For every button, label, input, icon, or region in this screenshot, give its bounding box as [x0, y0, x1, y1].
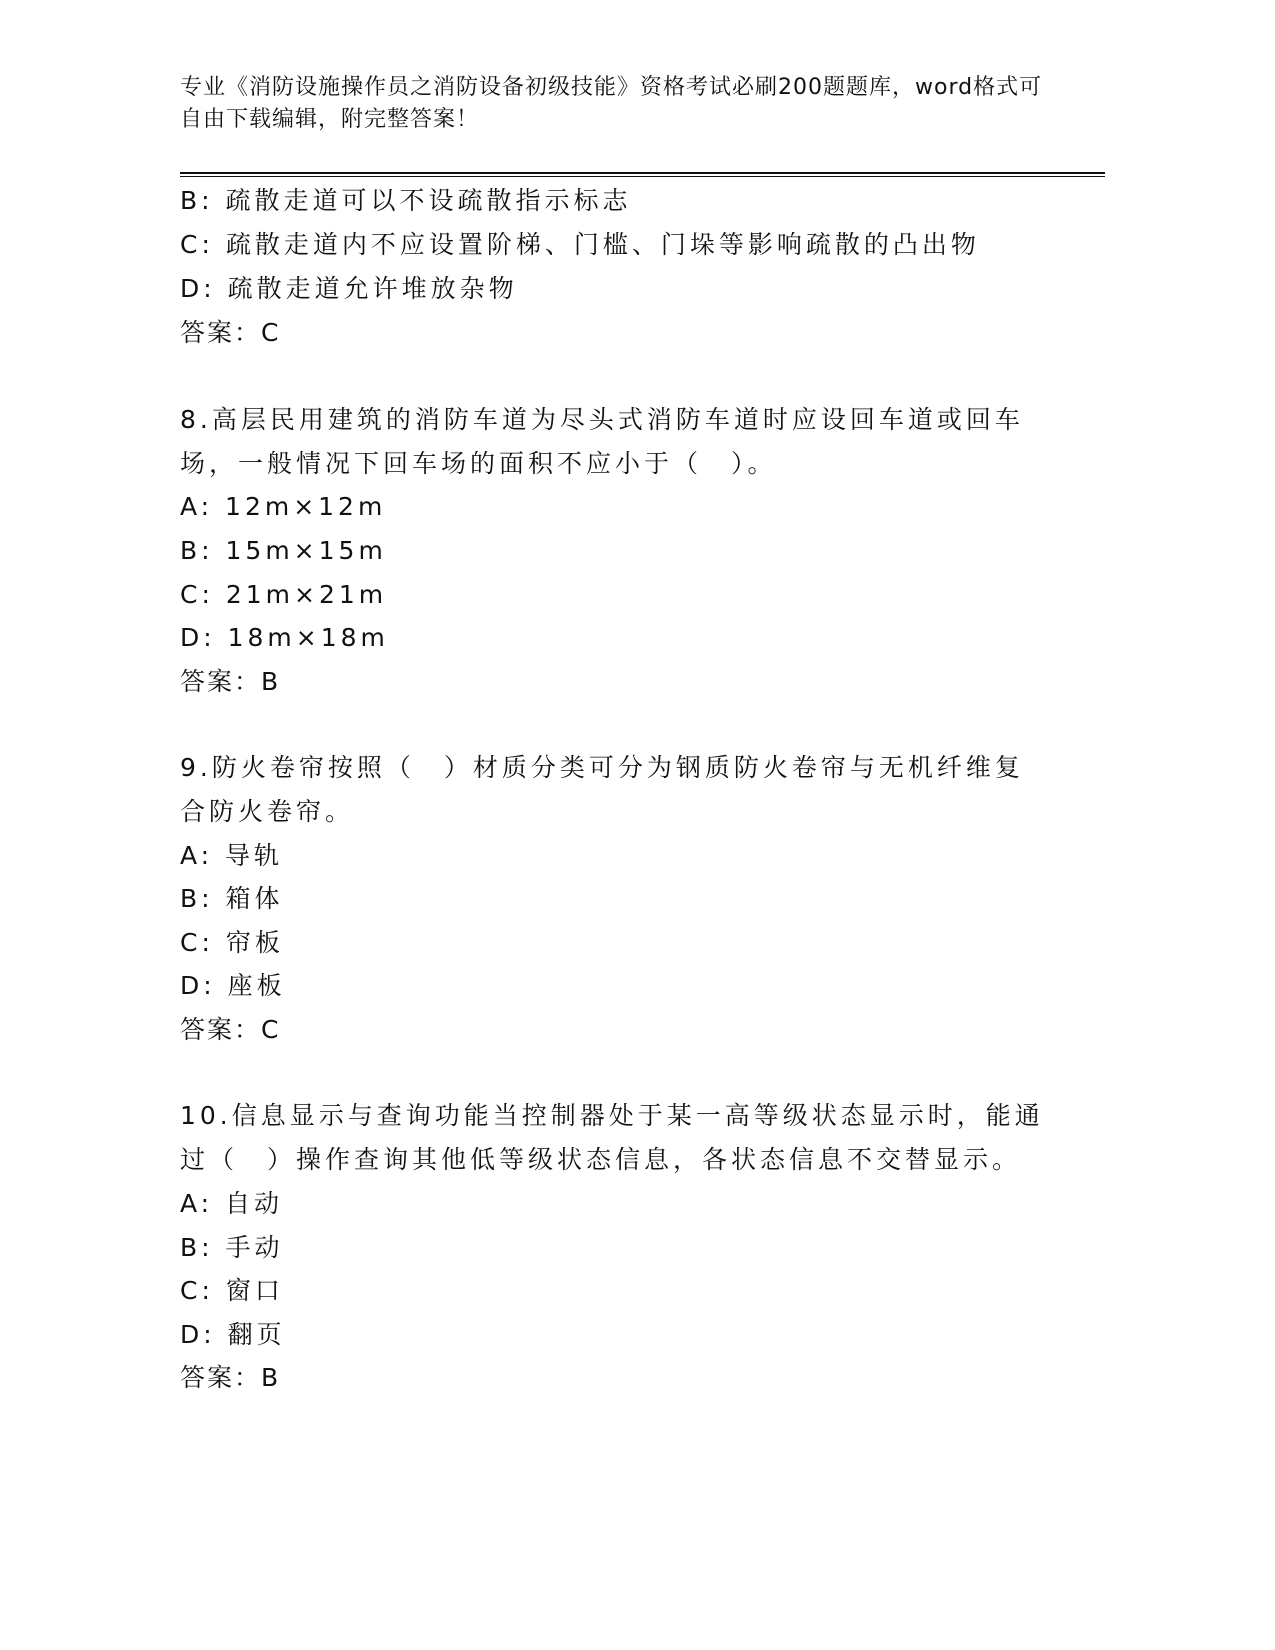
option-c: C: 帘板: [180, 928, 284, 957]
header-divider-thick: [180, 172, 1105, 174]
option-b: B: 疏散走道可以不设疏散指示标志: [180, 186, 632, 215]
answer: 答案：C: [180, 1015, 281, 1044]
document-header: 专业《消防设施操作员之消防设备初级技能》资格考试必刷200题题库，word格式可自由下载编辑，附完整答案！: [180, 75, 1043, 132]
option-a: A: 12m×12m: [180, 492, 387, 521]
option-b: B: 15m×15m: [180, 536, 387, 565]
option-c: C: 窗口: [180, 1276, 284, 1305]
option-c: C: 21m×21m: [180, 580, 388, 609]
answer: 答案：C: [180, 318, 281, 347]
option-c: C: 疏散走道内不应设置阶梯、门槛、门垛等影响疏散的凸出物: [180, 230, 980, 259]
option-d: D: 座板: [180, 971, 286, 1000]
question-stem: 10.信息显示与查询功能当控制器处于某一高等级状态显示时，能通过（ ）操作查询其他低等级状态信息，各状态信息不交替显示。: [180, 1101, 1044, 1174]
option-d: D: 疏散走道允许堆放杂物: [180, 274, 518, 303]
header-divider-thin: [180, 176, 1105, 177]
option-d: D: 翻页: [180, 1320, 286, 1349]
option-a: A: 导轨: [180, 841, 284, 870]
question-stem: 8.高层民用建筑的消防车道为尽头式消防车道时应设回车道或回车场，一般情况下回车场的面积不应小于（ ）。: [180, 405, 1024, 478]
option-d: D: 18m×18m: [180, 623, 389, 652]
answer: 答案：B: [180, 1363, 281, 1392]
option-a: A: 自动: [180, 1189, 284, 1218]
option-b: B: 手动: [180, 1233, 284, 1262]
question-stem: 9.防火卷帘按照（ ）材质分类可分为钢质防火卷帘与无机纤维复合防火卷帘。: [180, 753, 1024, 826]
option-b: B: 箱体: [180, 884, 284, 913]
answer: 答案：B: [180, 667, 281, 696]
